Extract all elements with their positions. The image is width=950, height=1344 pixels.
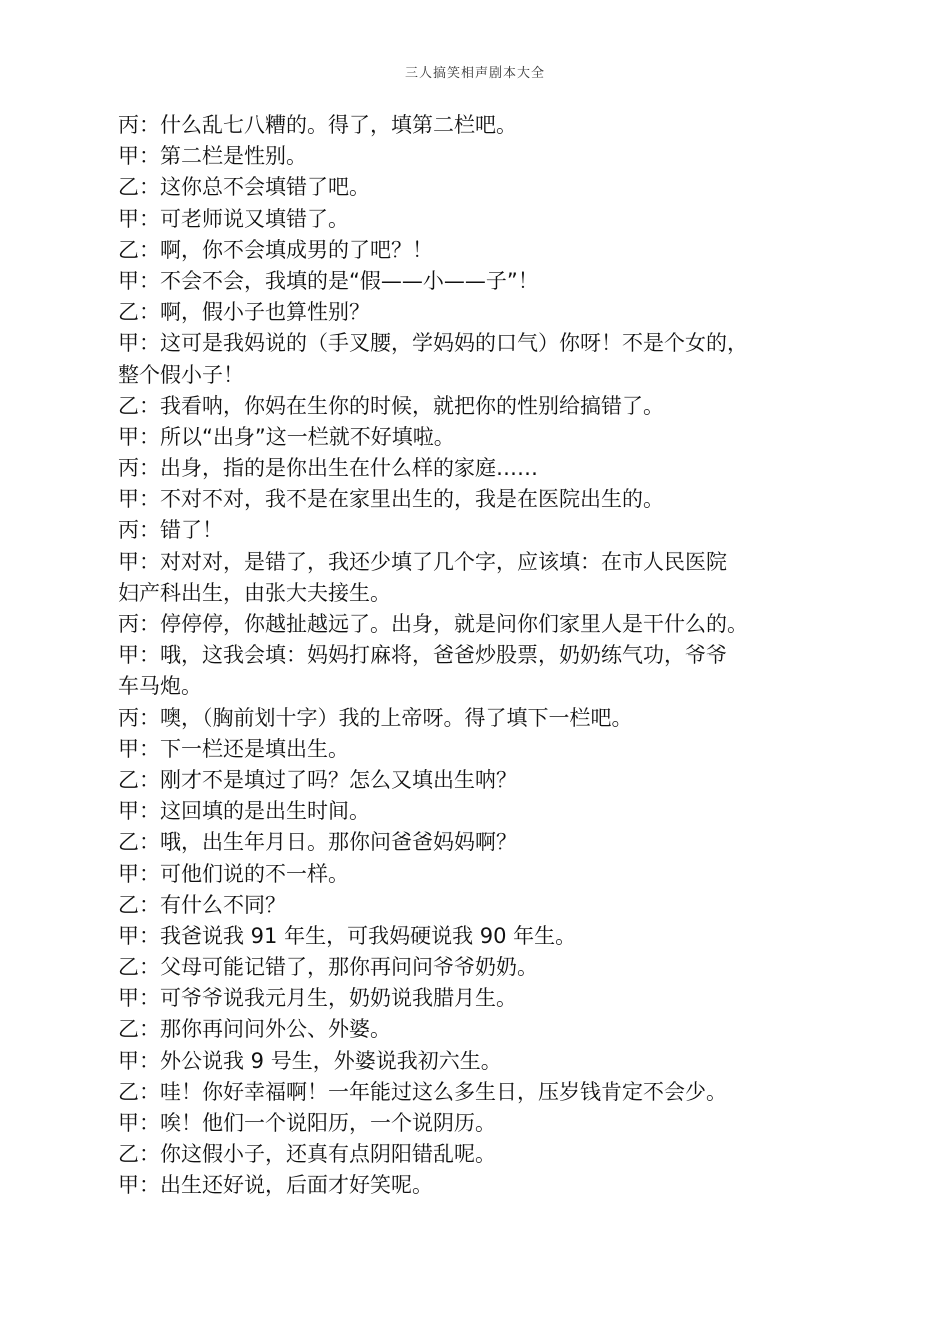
dialogue-line: 甲：出生还好说，后面才好笑呢。 bbox=[118, 1173, 433, 1198]
dialogue-line: 丙：噢，（胸前划十字）我的上帝呀。得了填下一栏吧。 bbox=[118, 705, 633, 730]
dialogue-line: 甲：这回填的是出生时间。 bbox=[118, 799, 370, 824]
dialogue-line: 甲：我爸说我 91 年生，可我妈硬说我 90 年生。 bbox=[118, 923, 577, 948]
dialogue-line: 丙：停停停，你越扯越远了。出身，就是问你们家里人是干什么的。 bbox=[118, 612, 748, 636]
script-body bbox=[118, 110, 878, 1202]
dialogue-line: 乙：啊，你不会填成男的了吧？！ bbox=[118, 237, 433, 262]
dialogue-line: 乙：我看呐，你妈在生你的时候，就把你的性别给搞错了。 bbox=[118, 393, 664, 418]
dialogue-line: 甲：下一栏还是填出生。 bbox=[118, 736, 349, 761]
dialogue-line: 甲：不会不会，我填的是“假——小——子”！ bbox=[118, 268, 539, 293]
dialogue-line: 甲：第二栏是性别。 bbox=[118, 144, 307, 169]
dialogue-line: 甲：可爷爷说我元月生，奶奶说我腊月生。 bbox=[118, 986, 517, 1011]
dialogue-line: 乙：啊，假小子也算性别？ bbox=[118, 300, 370, 325]
dialogue-line: 乙：刚才不是填过了吗？怎么又填出生呐？ bbox=[118, 767, 517, 792]
dialogue-line: 甲：对对对，是错了，我还少填了几个字，应该填：在市人民医院 bbox=[118, 549, 727, 574]
dialogue-line: 甲：唉！他们一个说阳历，一个说阴历。 bbox=[118, 1111, 496, 1135]
dialogue-line: 整个假小子！ bbox=[118, 362, 244, 387]
dialogue-line: 甲：所以“出身”这一栏就不好填啦。 bbox=[118, 424, 455, 449]
dialogue-line: 乙：哦，出生年月日。那你问爸爸妈妈啊？ bbox=[118, 830, 517, 855]
dialogue-line: 乙：父母可能记错了，那你再问问爷爷奶奶。 bbox=[118, 955, 538, 980]
dialogue-line: 乙：有什么不同？ bbox=[118, 892, 286, 917]
dialogue-line: 乙：哇！你好幸福啊！一年能过这么多生日，压岁钱肯定不会少。 bbox=[118, 1079, 727, 1104]
dialogue-line: 乙：这你总不会填错了吧。 bbox=[118, 175, 370, 200]
dialogue-line: 甲：可老师说又填错了。 bbox=[118, 206, 349, 231]
dialogue-line: 丙：出身，指的是你出生在什么样的家庭…… bbox=[118, 456, 538, 481]
dialogue-line: 甲：这可是我妈说的（手叉腰，学妈妈的口气）你呀！不是个女的， bbox=[118, 331, 748, 356]
dialogue-line: 丙：错了！ bbox=[118, 518, 223, 543]
dialogue-line: 甲：不对不对，我不是在家里出生的，我是在医院出生的。 bbox=[118, 487, 664, 512]
dialogue-line: 乙：你这假小子，还真有点阴阳错乱呢。 bbox=[118, 1142, 496, 1167]
page-header: 三人搞笑相声剧本大全 bbox=[404, 66, 545, 81]
dialogue-line: 妇产科出生，由张大夫接生。 bbox=[118, 580, 391, 605]
dialogue-line: 甲：可他们说的不一样。 bbox=[118, 861, 349, 886]
dialogue-line: 甲：外公说我 9 号生，外婆说我初六生。 bbox=[118, 1048, 502, 1073]
dialogue-line: 车马炮。 bbox=[118, 674, 202, 699]
dialogue-line: 乙：那你再问问外公、外婆。 bbox=[118, 1017, 391, 1042]
dialogue-line: 丙：什么乱七八糟的。得了，填第二栏吧。 bbox=[118, 113, 517, 137]
dialogue-line: 甲：哦，这我会填：妈妈打麻将，爸爸炒股票，奶奶练气功，爷爷 bbox=[118, 643, 727, 668]
